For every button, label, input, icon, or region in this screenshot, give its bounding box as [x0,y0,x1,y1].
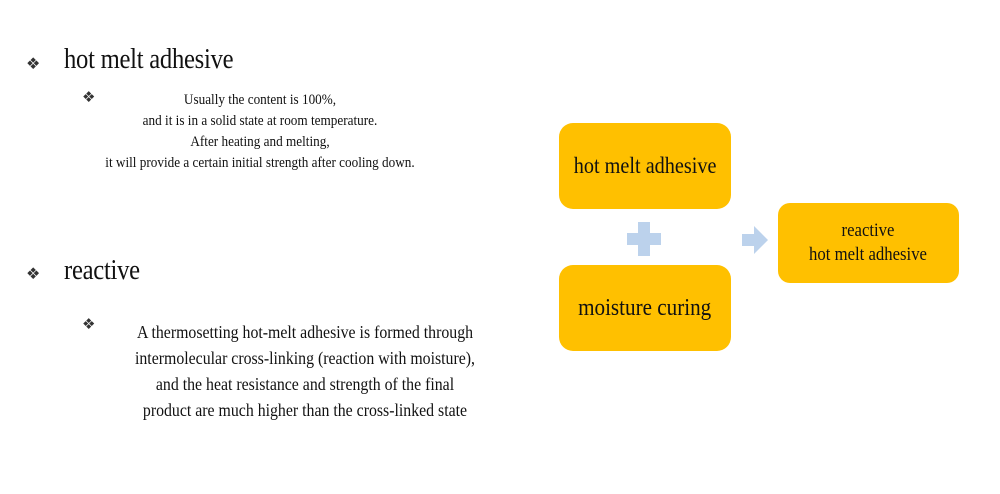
reactive-hot-melt-adhesive-box [778,203,959,283]
section1-description-line: it will provide a certain initial strength after cooling down. [105,155,415,171]
section1-description-line: After heating and melting, [190,134,330,150]
section2-description-line: product are much higher than the cross-linked state [142,400,468,420]
section1-description [84,90,436,174]
section2-bullet-icon: ❖ [26,264,41,283]
hot-melt-adhesive-label: hot melt adhesive [573,153,717,178]
section2-description-line: intermolecular cross-linking (reaction with moisture), [134,348,476,368]
arrow-right-icon [742,226,768,254]
section1-sub-bullet-icon: ❖ [82,88,96,106]
result-label-line: reactive [842,220,895,241]
section1-bullet-icon: ❖ [26,54,41,73]
section2-title: reactive [64,255,140,286]
moisture-curing-label: moisture curing [578,294,712,321]
section1-description-line: and it is in a solid state at room temperature. [142,113,378,129]
section2-description [98,319,512,423]
section2-description-line: and the heat resistance and strength of the final [155,374,455,394]
section2-sub-bullet-icon: ❖ [82,315,96,333]
result-label-line: hot melt adhesive [809,244,928,265]
hot-melt-adhesive-box [559,123,731,209]
section2-description-line: A thermosetting hot-melt adhesive is formed through [136,322,474,342]
plus-icon [627,222,661,256]
reactive-hot-melt-adhesive-label [810,219,928,267]
section1-description-line: Usually the content is 100%, [183,92,337,108]
section1-title: hot melt adhesive [64,44,234,75]
moisture-curing-box [559,265,731,351]
